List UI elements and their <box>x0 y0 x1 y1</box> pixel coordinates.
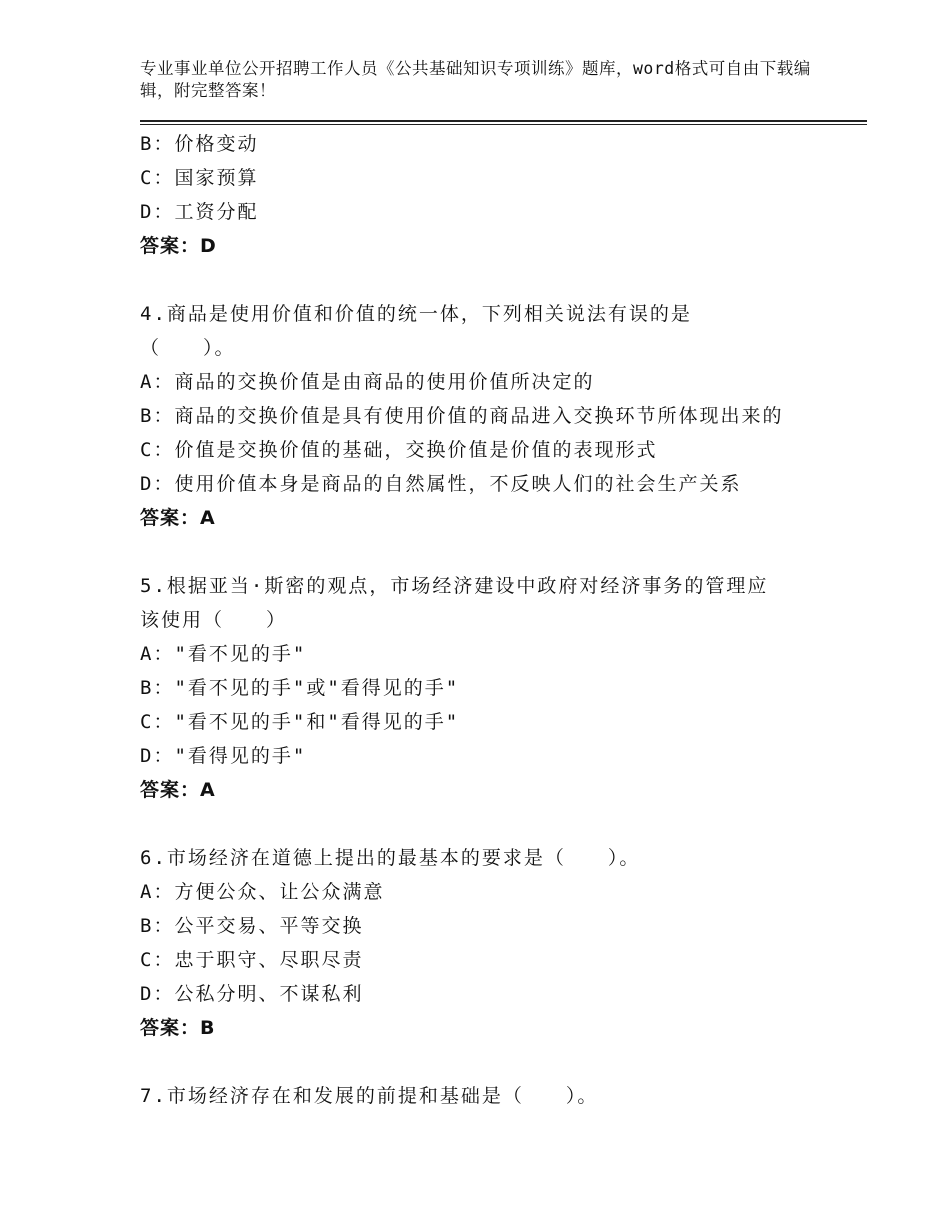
answer-line: 答案：A <box>140 507 216 529</box>
option-b: B：公平交易、平等交换 <box>140 915 364 937</box>
option-c: C：国家预算 <box>140 167 259 189</box>
option-b: B：商品的交换价值是具有使用价值的商品进入交换环节所体现出来的 <box>140 405 784 427</box>
option-d: D：工资分配 <box>140 201 259 223</box>
question-block-7 <box>140 1079 867 1113</box>
option-a: A：商品的交换价值是由商品的使用价值所决定的 <box>140 371 595 393</box>
question-stem: 4.商品是使用价值和价值的统一体，下列相关说法有误的是 <box>140 303 692 325</box>
option-d: D："看得见的手" <box>140 745 307 767</box>
question-block-3 <box>140 127 867 263</box>
header-divider <box>140 120 867 125</box>
option-a: A："看不见的手" <box>140 643 307 665</box>
answer-line: 答案：D <box>140 235 217 257</box>
question-block-4 <box>140 297 867 535</box>
spacer <box>140 263 867 297</box>
option-c: C：价值是交换价值的基础，交换价值是价值的表现形式 <box>140 439 658 461</box>
question-stem-cont: 该使用（ ） <box>140 609 288 631</box>
option-d: D：公私分明、不谋私利 <box>140 983 364 1005</box>
spacer <box>140 807 867 841</box>
question-stem: 5.根据亚当·斯密的观点，市场经济建设中政府对经济事务的管理应 <box>140 575 769 597</box>
question-stem-cont: （ ）。 <box>140 337 236 359</box>
option-c: C："看不见的手"和"看得见的手" <box>140 711 460 733</box>
option-a: A：方便公众、让公众满意 <box>140 881 385 903</box>
option-b: B："看不见的手"或"看得见的手" <box>140 677 460 699</box>
question-list <box>140 127 867 1113</box>
spacer <box>140 535 867 569</box>
option-d: D：使用价值本身是商品的自然属性，不反映人们的社会生产关系 <box>140 473 742 495</box>
header-text: 专业事业单位公开招聘工作人员《公共基础知识专项训练》题库，word格式可自由下载编辑，附完整答案！ <box>140 59 811 100</box>
option-c: C：忠于职守、尽职尽责 <box>140 949 364 971</box>
question-stem: 7.市场经济存在和发展的前提和基础是（ ）。 <box>140 1085 599 1107</box>
question-block-6 <box>140 841 867 1045</box>
spacer <box>140 1045 867 1079</box>
answer-line: 答案：B <box>140 1017 216 1039</box>
question-block-5 <box>140 569 867 807</box>
option-b: B：价格变动 <box>140 133 259 155</box>
question-stem: 6.市场经济在道德上提出的最基本的要求是（ ）。 <box>140 847 641 869</box>
document-header <box>140 58 820 102</box>
answer-line: 答案：A <box>140 779 216 801</box>
